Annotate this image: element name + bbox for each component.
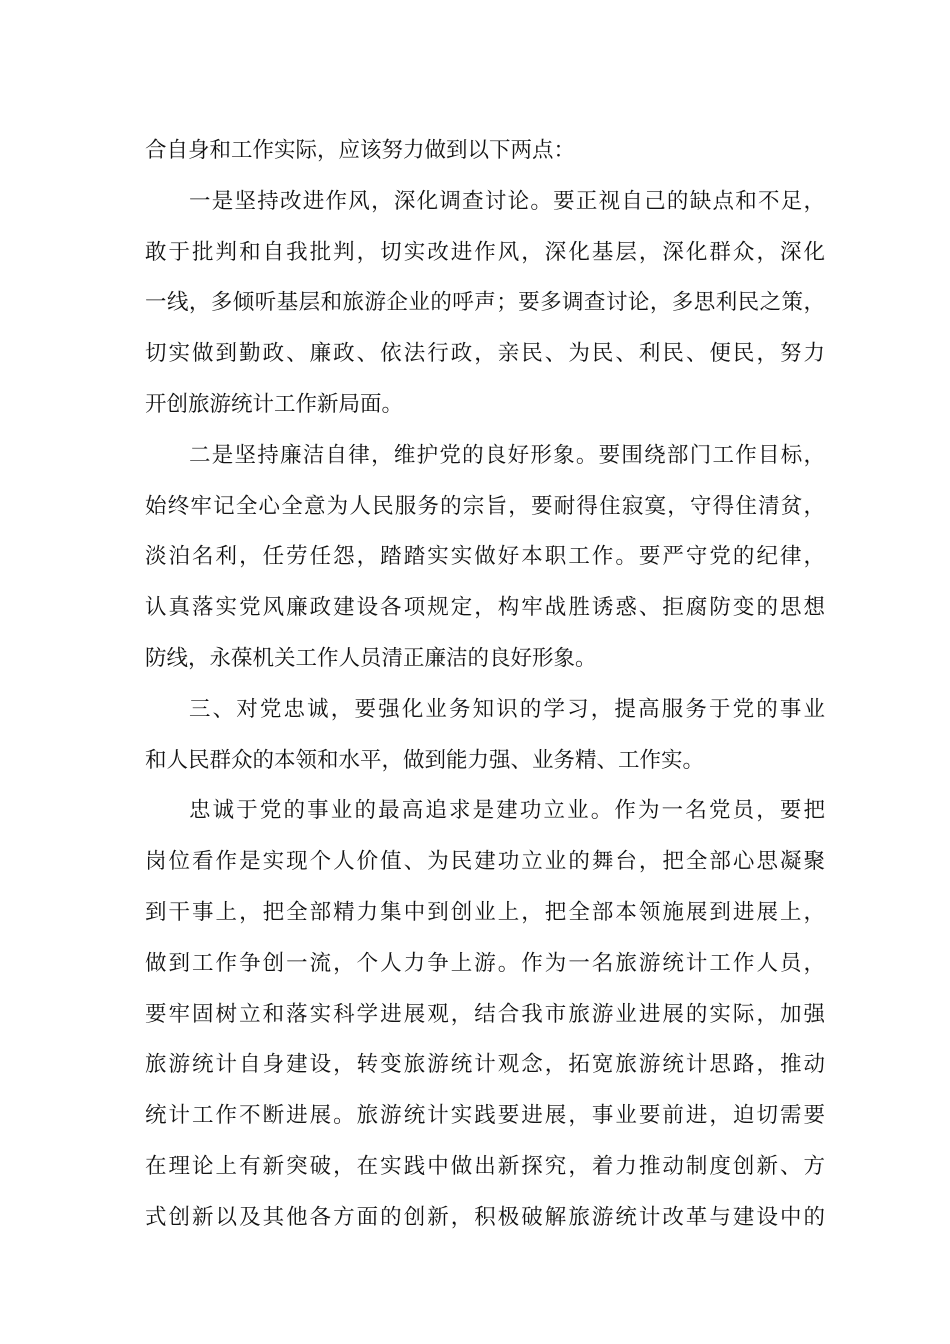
text-line: 旅游统计自身建设，转变旅游统计观念，拓宽旅游统计思路，推动 [145, 1052, 825, 1078]
text-line: 开创旅游统计工作新局面。 [145, 391, 404, 417]
text-line: 二是坚持廉洁自律，维护党的良好形象。要围绕部门工作目标， [189, 442, 825, 468]
text-line: 忠诚于党的事业的最高追求是建功立业。作为一名党员，要把 [189, 798, 825, 824]
text-line: 切实做到勤政、廉政、依法行政，亲民、为民、利民、便民，努力 [145, 341, 825, 367]
text-line: 认真落实党风廉政建设各项规定，构牢战胜诱惑、拒腐防变的思想 [145, 595, 825, 621]
text-line: 在理论上有新突破，在实践中做出新探究，着力推动制度创新、方 [145, 1153, 825, 1179]
text-line: 岗位看作是实现个人价值、为民建功立业的舞台，把全部心思凝聚 [145, 849, 825, 875]
text-line: 防线，永葆机关工作人员清正廉洁的良好形象。 [145, 645, 597, 671]
text-line: 始终牢记全心全意为人民服务的宗旨，要耐得住寂寞，守得住清贫， [145, 493, 825, 519]
text-line: 一线，多倾听基层和旅游企业的呼声；要多调查讨论，多思利民之策， [145, 290, 825, 316]
document-body [145, 126, 825, 1244]
text-line: 到干事上，把全部精力集中到创业上，把全部本领施展到进展上， [145, 899, 825, 925]
text-line: 三、对党忠诚，要强化业务知识的学习，提高服务于党的事业 [189, 696, 825, 722]
text-line: 一是坚持改进作风，深化调查讨论。要正视自己的缺点和不足， [189, 188, 825, 214]
text-line: 合自身和工作实际，应该努力做到以下两点： [145, 138, 576, 163]
text-line: 式创新以及其他各方面的创新，积极破解旅游统计改革与建设中的 [145, 1204, 825, 1230]
text-line: 敢于批判和自我批判，切实改进作风，深化基层，深化群众，深化 [145, 239, 825, 265]
text-line: 和人民群众的本领和水平，做到能力强、业务精、工作实。 [145, 747, 705, 773]
text-line: 统计工作不断进展。旅游统计实践要进展，事业要前进，迫切需要 [145, 1103, 825, 1129]
text-line: 要牢固树立和落实科学进展观，结合我市旅游业进展的实际，加强 [145, 1001, 825, 1027]
text-line: 做到工作争创一流，个人力争上游。作为一名旅游统计工作人员， [145, 950, 825, 976]
text-line: 淡泊名利，任劳任怨，踏踏实实做好本职工作。要严守党的纪律， [145, 544, 825, 570]
